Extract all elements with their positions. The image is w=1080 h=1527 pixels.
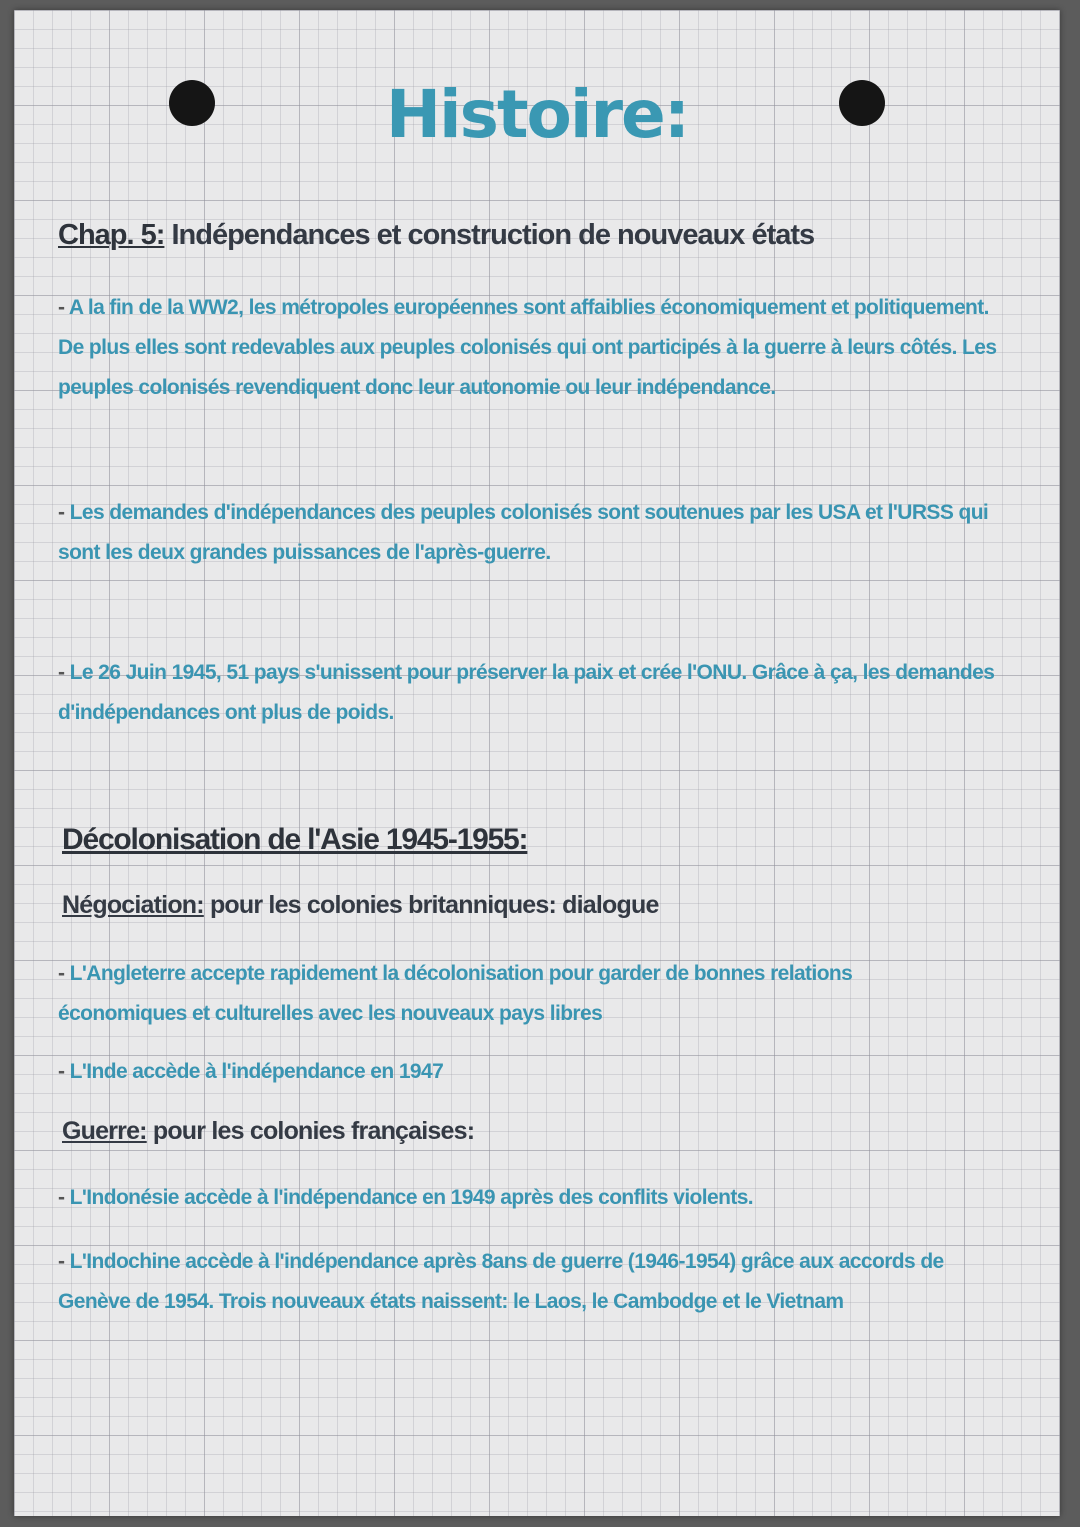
negotiation-heading [62,890,659,920]
bullet-dash: - [58,1186,70,1209]
war-point-text-2: L'Indochine accède à l'indépendance après 8ans de guerre (1946-1954) grâce aux accords de Genève de 1954. Trois nouveaux états naissent: le Laos, le Cambodge et le Vietnam [58,1250,944,1313]
war-heading [62,1116,474,1146]
war-text: pour les colonies françaises: [146,1117,475,1145]
intro-text-1: A la fin de la WW2, les métropoles européennes sont affaiblies économiquement et politiquement. De plus elles sont redevables aux peuples colonisés qui ont participés à la guerre à leurs côtés. Les peuples colonisés revendiquent donc leur autonomie ou leur indépendance. [58,296,997,399]
chapter-heading [58,218,1038,253]
intro-paragraph-2 [58,493,1018,573]
negotiation-text: pour les colonies britanniques: dialogue [203,891,659,919]
negotiation-point-text-1: L'Angleterre accepte rapidement la décolonisation pour garder de bonnes relations économiques et culturelles avec les nouveaux pays libres [58,962,853,1025]
negotiation-point-1 [58,954,958,1034]
intro-paragraph-1 [58,288,1018,408]
chapter-label: Chap. 5: [58,219,165,251]
notebook-sheet [14,10,1060,1516]
chapter-title: Indépendances et construction de nouveaux états [164,219,815,251]
bullet-dash: - [58,296,69,319]
negotiation-point-2 [58,1052,1018,1092]
bullet-dash: - [58,1250,70,1273]
war-label: Guerre: [62,1117,147,1145]
bullet-dash: - [58,501,70,524]
bullet-dash: - [58,962,70,985]
war-point-2 [58,1242,1018,1322]
intro-text-3: Le 26 Juin 1945, 51 pays s'unissent pour préserver la paix et crée l'ONU. Grâce à ça, les demandes d'indépendances ont plus de poids. [58,661,995,724]
section-title: Décolonisation de l'Asie 1945-1955: [62,823,528,856]
negotiation-label: Négociation: [62,891,204,919]
bullet-dash: - [58,661,70,684]
war-point-1 [58,1178,1018,1218]
negotiation-point-text-2: L'Inde accède à l'indépendance en 1947 [69,1060,444,1083]
bullet-dash: - [58,1060,70,1083]
intro-paragraph-3 [58,653,1018,733]
war-point-text-1: L'Indonésie accède à l'indépendance en 1949 après des conflits violents. [69,1186,754,1209]
page-title: Histoire: [385,76,689,153]
intro-text-2: Les demandes d'indépendances des peuples colonisés sont soutenues par les USA et l'URSS qui sont les deux grandes puissances de l'après-guerre. [58,501,989,564]
